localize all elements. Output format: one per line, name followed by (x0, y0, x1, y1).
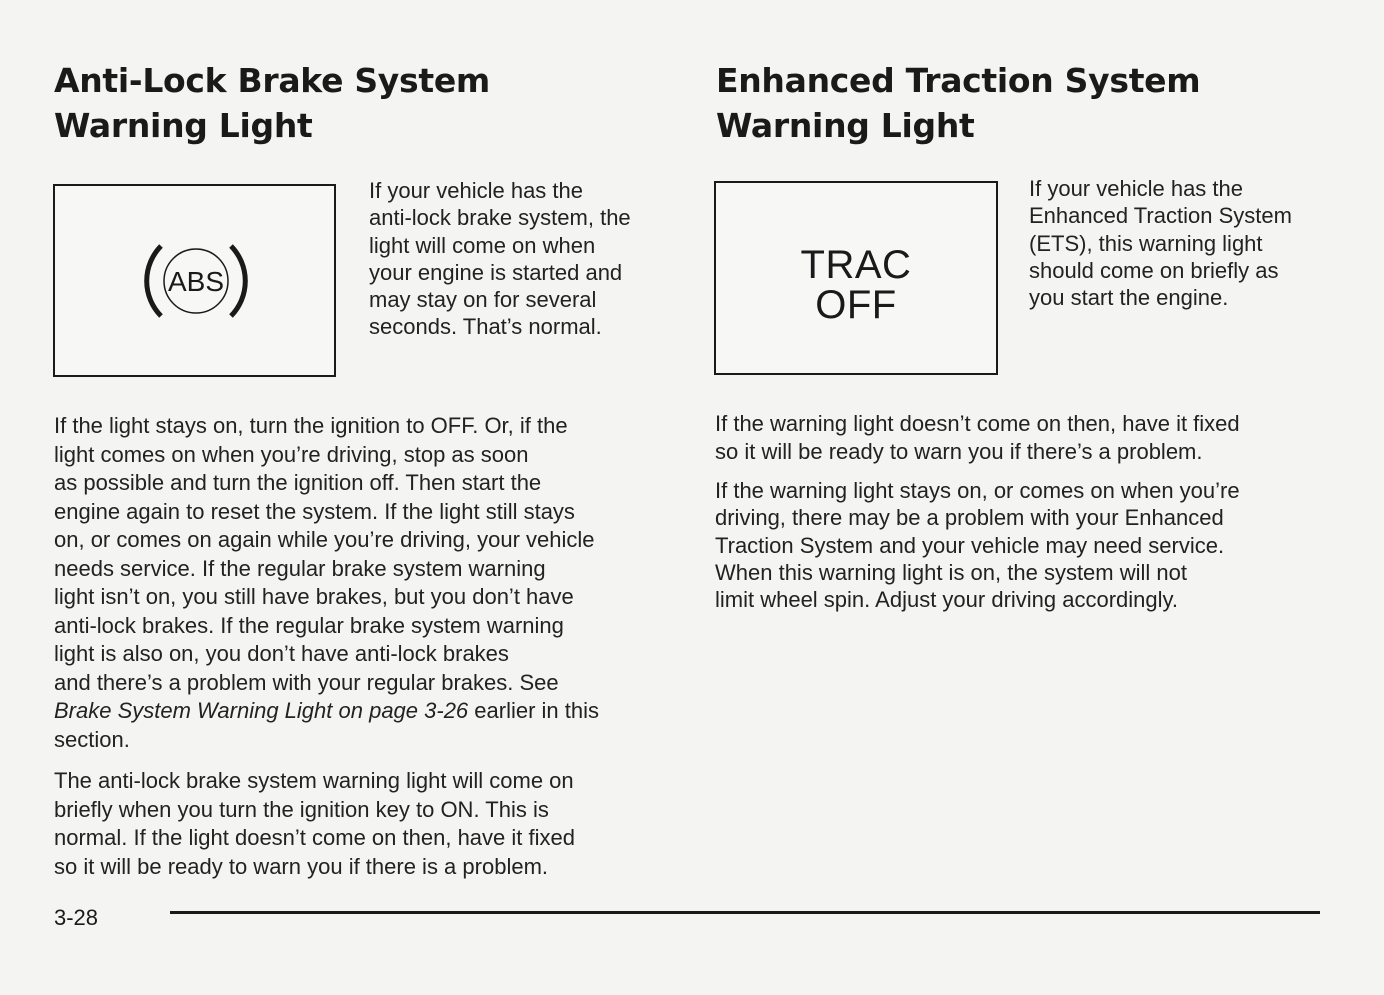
abs-paragraph-1 (54, 412, 599, 754)
abs-paragraph-2 (54, 767, 575, 881)
abs-para1-line: light isn’t on, you still have brakes, but you don’t have (54, 584, 574, 609)
abs-intro-line: light will come on when (369, 232, 596, 258)
brake-system-reference: Brake System Warning Light on page 3-26 (54, 698, 469, 723)
ets-para2-line: driving, there may be a problem with your Enhanced (715, 505, 1224, 531)
abs-intro-line: If your vehicle has the (369, 178, 584, 203)
ets-heading-line-2: Warning Light (716, 106, 975, 145)
abs-icon-label: ABS (167, 266, 225, 297)
ets-intro-line: If your vehicle has the (1029, 176, 1244, 201)
abs-para1-line: needs service. If the regular brake system warning (54, 555, 546, 581)
ets-intro-line: should come on briefly as (1029, 257, 1279, 283)
abs-para2-line: so it will be ready to warn you if there is a problem. (54, 853, 549, 879)
abs-para1-line: light comes on when you’re driving, stop as soon (54, 441, 529, 467)
abs-heading-line-2: Warning Light (54, 106, 313, 145)
ets-intro-line: (ETS), this warning light (1029, 230, 1263, 256)
abs-para1-line: light is also on, you don’t have anti-lock brakes (54, 641, 509, 666)
abs-para1-line: engine again to reset the system. If the light still stays (54, 498, 575, 524)
ets-para1-line: If the warning light doesn’t come on then, have it fixed (715, 411, 1240, 436)
abs-para1-ref-after: earlier in this (468, 698, 600, 723)
trac-label: TRAC (800, 243, 912, 287)
abs-para1-line: If the light stays on, turn the ignition to OFF. Or, if the (54, 413, 568, 438)
abs-para2-line: normal. If the light doesn’t come on then, have it fixed (54, 825, 575, 850)
abs-para2-line: The anti-lock brake system warning light will come on (54, 768, 574, 793)
ets-para1-line: so it will be ready to warn you if there’s a problem. (715, 438, 1203, 464)
abs-para1-line: on, or comes on again while you’re driving, your vehicle (54, 527, 595, 552)
abs-intro-line: may stay on for several (369, 287, 597, 313)
abs-para1-line: as possible and turn the ignition off. Then start the (54, 470, 542, 495)
abs-warning-icon (141, 236, 251, 326)
abs-para1-line: section. (54, 726, 130, 752)
ets-intro-line: Enhanced Traction System (1029, 203, 1292, 229)
abs-heading-line-1: Anti-Lock Brake System (54, 61, 490, 100)
page-number: 3-28 (54, 905, 99, 930)
abs-icon-box (53, 184, 336, 377)
abs-para1-line-with-ref (54, 697, 599, 726)
abs-section-heading (54, 58, 490, 148)
ets-para2-line: limit wheel spin. Adjust your driving accordingly. (715, 587, 1179, 613)
ets-paragraph-1 (715, 410, 1240, 465)
ets-para2-line: If the warning light stays on, or comes on when you’re (715, 478, 1240, 503)
trac-off-indicator (716, 245, 996, 325)
footer-rule (170, 911, 1320, 914)
abs-intro-line: your engine is started and (369, 259, 623, 285)
abs-para1-line: and there’s a problem with your regular brakes. See (54, 669, 559, 695)
abs-para1-line: anti-lock brakes. If the regular brake system warning (54, 612, 564, 638)
ets-heading-line-1: Enhanced Traction System (716, 61, 1201, 100)
off-label: OFF (815, 283, 897, 327)
ets-para2-line: When this warning light is on, the system will not (715, 559, 1187, 585)
abs-intro-line: anti-lock brake system, the (369, 205, 631, 231)
ets-section-heading (716, 58, 1200, 148)
ets-intro-line: you start the engine. (1029, 285, 1229, 311)
ets-para2-line: Traction System and your vehicle may need service. (715, 532, 1225, 558)
ets-paragraph-2 (715, 477, 1240, 613)
abs-intro-line: seconds. That’s normal. (369, 314, 602, 340)
abs-para2-line: briefly when you turn the ignition key to ON. This is (54, 796, 549, 822)
ets-intro-text (1029, 175, 1292, 311)
abs-intro-text (369, 177, 631, 341)
trac-off-icon-box (714, 181, 998, 375)
